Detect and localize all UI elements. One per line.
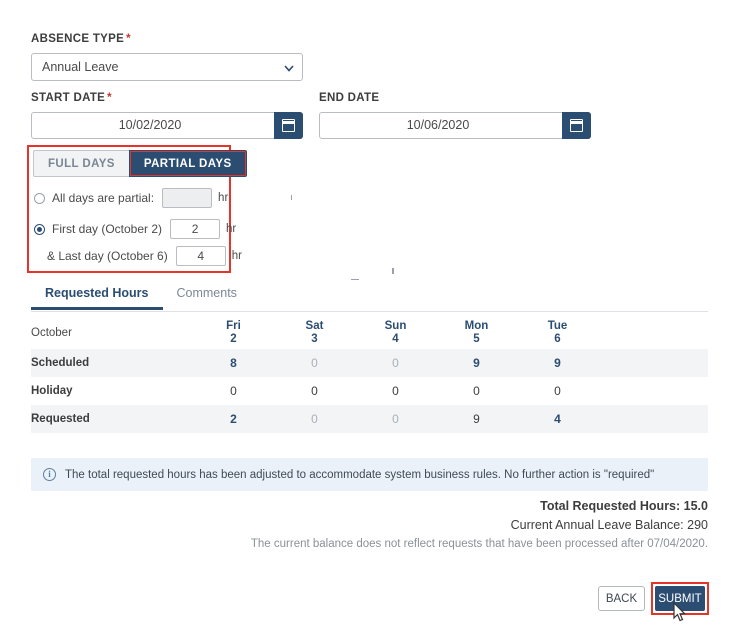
cell-scheduled-tue: 9 xyxy=(554,356,561,370)
col-day-name: Mon xyxy=(464,320,489,332)
cell-requested-tue: 4 xyxy=(554,412,561,426)
absence-type-label-text: ABSENCE TYPE xyxy=(31,33,125,45)
chevron-down-icon xyxy=(284,63,294,73)
start-date-input[interactable] xyxy=(31,112,303,139)
start-date-field xyxy=(31,92,303,139)
total-requested-hours-value: 15.0 xyxy=(683,499,708,513)
all-days-hours-unit: hr xyxy=(218,192,229,204)
partial-option-first-day[interactable] xyxy=(34,219,236,239)
last-day-hours-unit: hr xyxy=(231,250,242,262)
partial-option-all-days[interactable] xyxy=(34,188,228,208)
back-button[interactable]: BACK xyxy=(598,586,645,611)
col-day-date: 6 xyxy=(554,333,561,345)
end-date-value: 10/06/2020 xyxy=(406,118,470,132)
requested-hours-table xyxy=(31,317,708,433)
col-day-name: Sat xyxy=(305,320,324,332)
table-row xyxy=(31,405,708,433)
table-row xyxy=(31,349,708,377)
col-day-date: 2 xyxy=(230,333,237,345)
start-date-label xyxy=(31,92,303,104)
start-date-label-text: START DATE xyxy=(31,92,106,104)
cell-requested-fri: 2 xyxy=(230,412,237,426)
table-month-label: October xyxy=(31,327,72,339)
full-days-button[interactable]: FULL DAYS xyxy=(33,150,129,177)
table-row xyxy=(31,377,708,405)
table-col-header xyxy=(436,317,517,349)
start-date-calendar-button[interactable] xyxy=(274,112,303,139)
partial-option-first-day-label: First day (October 2) xyxy=(52,222,163,236)
cell-holiday-sun: 0 xyxy=(392,384,399,398)
end-date-calendar-button[interactable] xyxy=(562,112,591,139)
table-col-header xyxy=(274,317,355,349)
row-label-requested: Requested xyxy=(31,413,90,425)
total-requested-hours-label: Total Requested Hours: xyxy=(540,499,681,513)
partial-option-all-days-label: All days are partial: xyxy=(52,191,155,205)
current-balance-value: 290 xyxy=(687,518,708,532)
cell-scheduled-sat: 0 xyxy=(311,356,318,370)
first-day-hours-unit: hr xyxy=(226,223,237,235)
current-balance-row xyxy=(251,518,708,532)
partial-option-last-day xyxy=(47,246,242,266)
col-day-name: Sun xyxy=(384,320,407,332)
info-banner-text: The total requested hours has been adjusted to accommodate system business rules. No further action is "required" xyxy=(65,468,655,481)
end-date-label xyxy=(319,92,591,104)
row-label-holiday: Holiday xyxy=(31,385,73,397)
col-day-name: Tue xyxy=(547,320,568,332)
radio-all-days-partial[interactable] xyxy=(34,193,45,204)
page-artifact xyxy=(392,268,394,274)
last-day-hours-input[interactable]: 4 xyxy=(176,246,226,266)
tab-bar xyxy=(31,286,708,312)
end-date-input[interactable] xyxy=(319,112,591,139)
absence-type-select[interactable] xyxy=(31,53,303,81)
submit-button[interactable]: SUBMIT xyxy=(655,586,705,611)
col-day-date: 5 xyxy=(473,333,480,345)
info-icon: i xyxy=(43,468,56,481)
all-days-hours-input[interactable] xyxy=(162,188,212,208)
tab-comments[interactable]: Comments xyxy=(176,286,237,300)
calendar-icon xyxy=(282,119,295,132)
table-header-row xyxy=(31,317,708,349)
info-banner xyxy=(31,458,708,491)
end-date-field xyxy=(319,92,591,139)
calendar-icon xyxy=(570,119,583,132)
absence-type-field xyxy=(31,33,303,81)
col-day-name: Fri xyxy=(226,320,241,332)
tab-requested-hours[interactable]: Requested Hours xyxy=(31,286,163,310)
page-artifact xyxy=(351,279,359,280)
absence-type-value: Annual Leave xyxy=(42,60,119,74)
cell-scheduled-mon: 9 xyxy=(473,356,480,370)
current-balance-label: Current Annual Leave Balance: xyxy=(510,518,684,532)
col-day-date: 3 xyxy=(311,333,318,345)
cell-requested-sat: 0 xyxy=(311,412,318,426)
col-day-date: 4 xyxy=(392,333,399,345)
cell-holiday-fri: 0 xyxy=(230,384,237,398)
required-asterisk: * xyxy=(126,33,131,45)
cell-holiday-mon: 0 xyxy=(473,384,480,398)
mouse-cursor-icon xyxy=(669,601,689,625)
required-asterisk: * xyxy=(107,92,112,104)
cell-requested-sun: 0 xyxy=(392,412,399,426)
row-label-scheduled: Scheduled xyxy=(31,357,90,369)
cell-holiday-tue: 0 xyxy=(554,384,561,398)
cell-scheduled-fri: 8 xyxy=(230,356,237,370)
start-date-value: 10/02/2020 xyxy=(118,118,182,132)
day-type-toggle xyxy=(33,150,247,177)
table-col-header xyxy=(355,317,436,349)
total-requested-hours-row xyxy=(251,499,708,513)
table-col-header xyxy=(193,317,274,349)
balance-note: The current balance does not reflect requests that have been processed after 07/04/2020. xyxy=(250,538,708,550)
absence-type-label xyxy=(31,33,303,45)
totals-section xyxy=(251,499,708,550)
page-artifact xyxy=(291,195,292,200)
cell-requested-mon: 9 xyxy=(473,412,480,426)
cell-scheduled-sun: 0 xyxy=(392,356,399,370)
first-day-hours-input[interactable]: 2 xyxy=(170,219,220,239)
cell-holiday-sat: 0 xyxy=(311,384,318,398)
end-date-label-text: END DATE xyxy=(319,92,380,104)
partial-days-button[interactable]: PARTIAL DAYS xyxy=(129,150,247,177)
table-col-header xyxy=(517,317,598,349)
partial-option-last-day-label: & Last day (October 6) xyxy=(47,249,168,263)
radio-first-last-day-partial[interactable] xyxy=(34,224,45,235)
